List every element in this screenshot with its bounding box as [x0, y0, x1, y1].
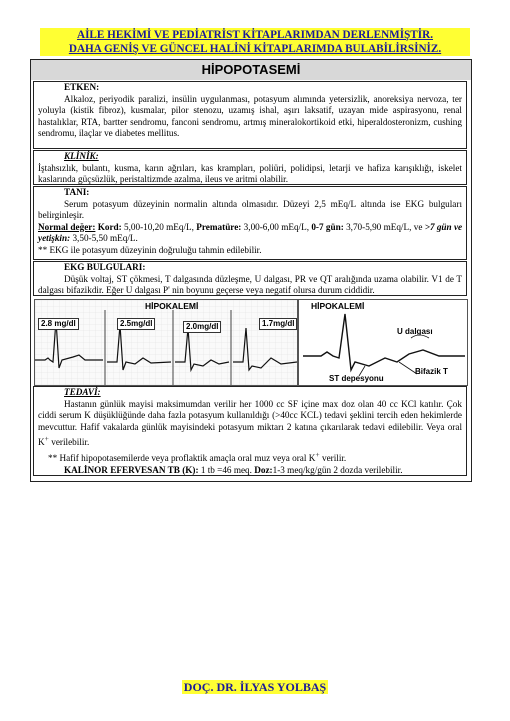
section-klinik: [33, 150, 467, 185]
klinik-text: İştahsızlık, bulantı, kusma, karın ağrıları, kas krampları, poliüri, polidipsi, letarji ve hafiza karışıklığı, iskelet kaslarında güçsüzlük, peristaltizmde azalma, ileus ve aritmi olabilir.: [38, 162, 462, 185]
section-ekg: [33, 261, 467, 296]
doz-text: 1-3 meq/kg/gün 2 dozda verilebilir.: [272, 464, 403, 475]
tedavi-note: [38, 449, 462, 465]
level-label-4: 1.7mg/dl: [259, 318, 297, 330]
prematur-value: 3,00-6,00 mEq/L,: [243, 221, 310, 232]
figure-right-title: HİPOKALEMİ: [311, 301, 365, 311]
kord-value: 5,00-10,20 mEq/L,: [124, 221, 194, 232]
ecg-diagram-hipokalemi: [298, 299, 468, 386]
section-tedavi: [33, 386, 467, 476]
doz-label: Doz:: [254, 464, 273, 475]
tedavi-text: [38, 399, 462, 449]
level-label-1: 2.8 mg/dl: [38, 318, 79, 330]
etken-text: Alkaloz, periyodik paralizi, insülin uygulanması, potasyum alımında yetersizlik, anoreksiya nervoza, ter yoluyla (kistik fibroz), kusmalar, pilor stenozu, uzamış ishal, aşırı laksatif, uzayan mide aspirasyonu, renal hastalıklar, RTA, bartter sendromu, fanconi sendromu, artmış mineralokortikoid etki, hiperaldosteronizm, cushing sendromu, ilaçlar ve diabetes mellitus.: [38, 93, 462, 139]
kalinor-label: KALİNOR EFERVESAN TB (K):: [64, 464, 199, 475]
tani-label: TANI:: [64, 187, 90, 197]
tedavi-text-end: verilebilir.: [51, 437, 90, 448]
k-plus-sup: +: [44, 434, 49, 444]
yetiskin-label: >7 gün ve yetişkin:: [38, 221, 463, 244]
prematur-label: Prematüre:: [196, 221, 242, 232]
tedavi-label: TEDAVİ:: [64, 387, 101, 397]
kalinor-line: [38, 465, 462, 477]
u-dalgasi-label: U dalgası: [397, 327, 433, 336]
ecg-strip-hipokalemi: [34, 299, 298, 386]
ve-word: ve: [413, 221, 423, 232]
k-plus-sup-2: +: [315, 450, 320, 460]
tedavi-text-main: Hastanın günlük mayisi maksimumdan verilir her 1000 cc SF içine max doz olan 40 cc KCl katılır. Çok ciddi serum K düşüklüğünde daha fazla potasyum kullanıldığı (>40cc KCL) tedavi şeklini tercih eden hekimlerde mevcuttur. Hafif vakalarda günlük mayisindeki potasyum miktarı 2 katına çıkarılarak tedavi edilebilir. Veya oral K: [38, 398, 462, 448]
tani-text: Serum potasyum düzeyinin normalin altında olmasıdır. Düzeyi 2,5 mEq/L altında ise EKG bulguları belirginleşir.: [38, 198, 462, 221]
level-label-2: 2.5mg/dl: [117, 318, 155, 330]
klinik-label: KLİNİK:: [64, 151, 99, 161]
kord-label: Kord:: [97, 221, 122, 232]
level-label-3: 2.0mg/dl: [183, 321, 221, 333]
section-etken: [33, 81, 467, 149]
tedavi-note-main: ** Hafif hipopotasemilerde veya proflaktik amaçla oral muz veya oral K: [48, 453, 316, 464]
bifazik-t-label: Bifazik T: [415, 367, 448, 376]
etken-label: ETKEN:: [64, 82, 100, 92]
ekg-text: Düşük voltaj, ST çökmesi, T dalgasında düzleşme, U dalgası, PR ve QT aralığında uzama olabilir. V1 de T dalgası bifazikdir. Eğer U dalgası P' nin boyunu geçerse veya negatif olursa durum ciddidir.: [38, 273, 462, 296]
tani-note: ** EKG ile potasyum düzeyinin doğruluğu tahmin edilebilir.: [38, 244, 262, 255]
normal-label: Normal değer:: [38, 221, 96, 232]
page-title: HİPOPOTASEMİ: [31, 60, 471, 80]
header-line-2: DAHA GENİŞ VE GÜNCEL HALİNİ KİTAPLARIMDA BULABİLİRSİNİZ.: [40, 42, 470, 56]
footer: [0, 678, 510, 696]
gun-label: 0-7 gün:: [311, 221, 344, 232]
tani-normal-values: [38, 222, 462, 245]
figure-left-title: HİPOKALEMİ: [145, 301, 199, 311]
tedavi-note-end: verilir.: [321, 453, 347, 464]
ekg-label: EKG BULGULARI:: [64, 262, 146, 272]
author-name: DOÇ. DR. İLYAS YOLBAŞ: [183, 680, 327, 694]
header-line-1: AİLE HEKİMİ VE PEDİATRİST KİTAPLARIMDAN DERLENMİŞTİR.: [40, 28, 470, 42]
ecg-trace: [35, 300, 297, 385]
kalinor-text: 1 tb =46 meq.: [200, 464, 252, 475]
section-tani: [33, 186, 467, 260]
gun-value: 3,70-5,90 mEq/L,: [346, 221, 412, 232]
st-depresyonu-label: ST depesyonu: [329, 374, 384, 383]
yetiskin-value: 3,50-5,50 mEq/L.: [72, 233, 138, 244]
